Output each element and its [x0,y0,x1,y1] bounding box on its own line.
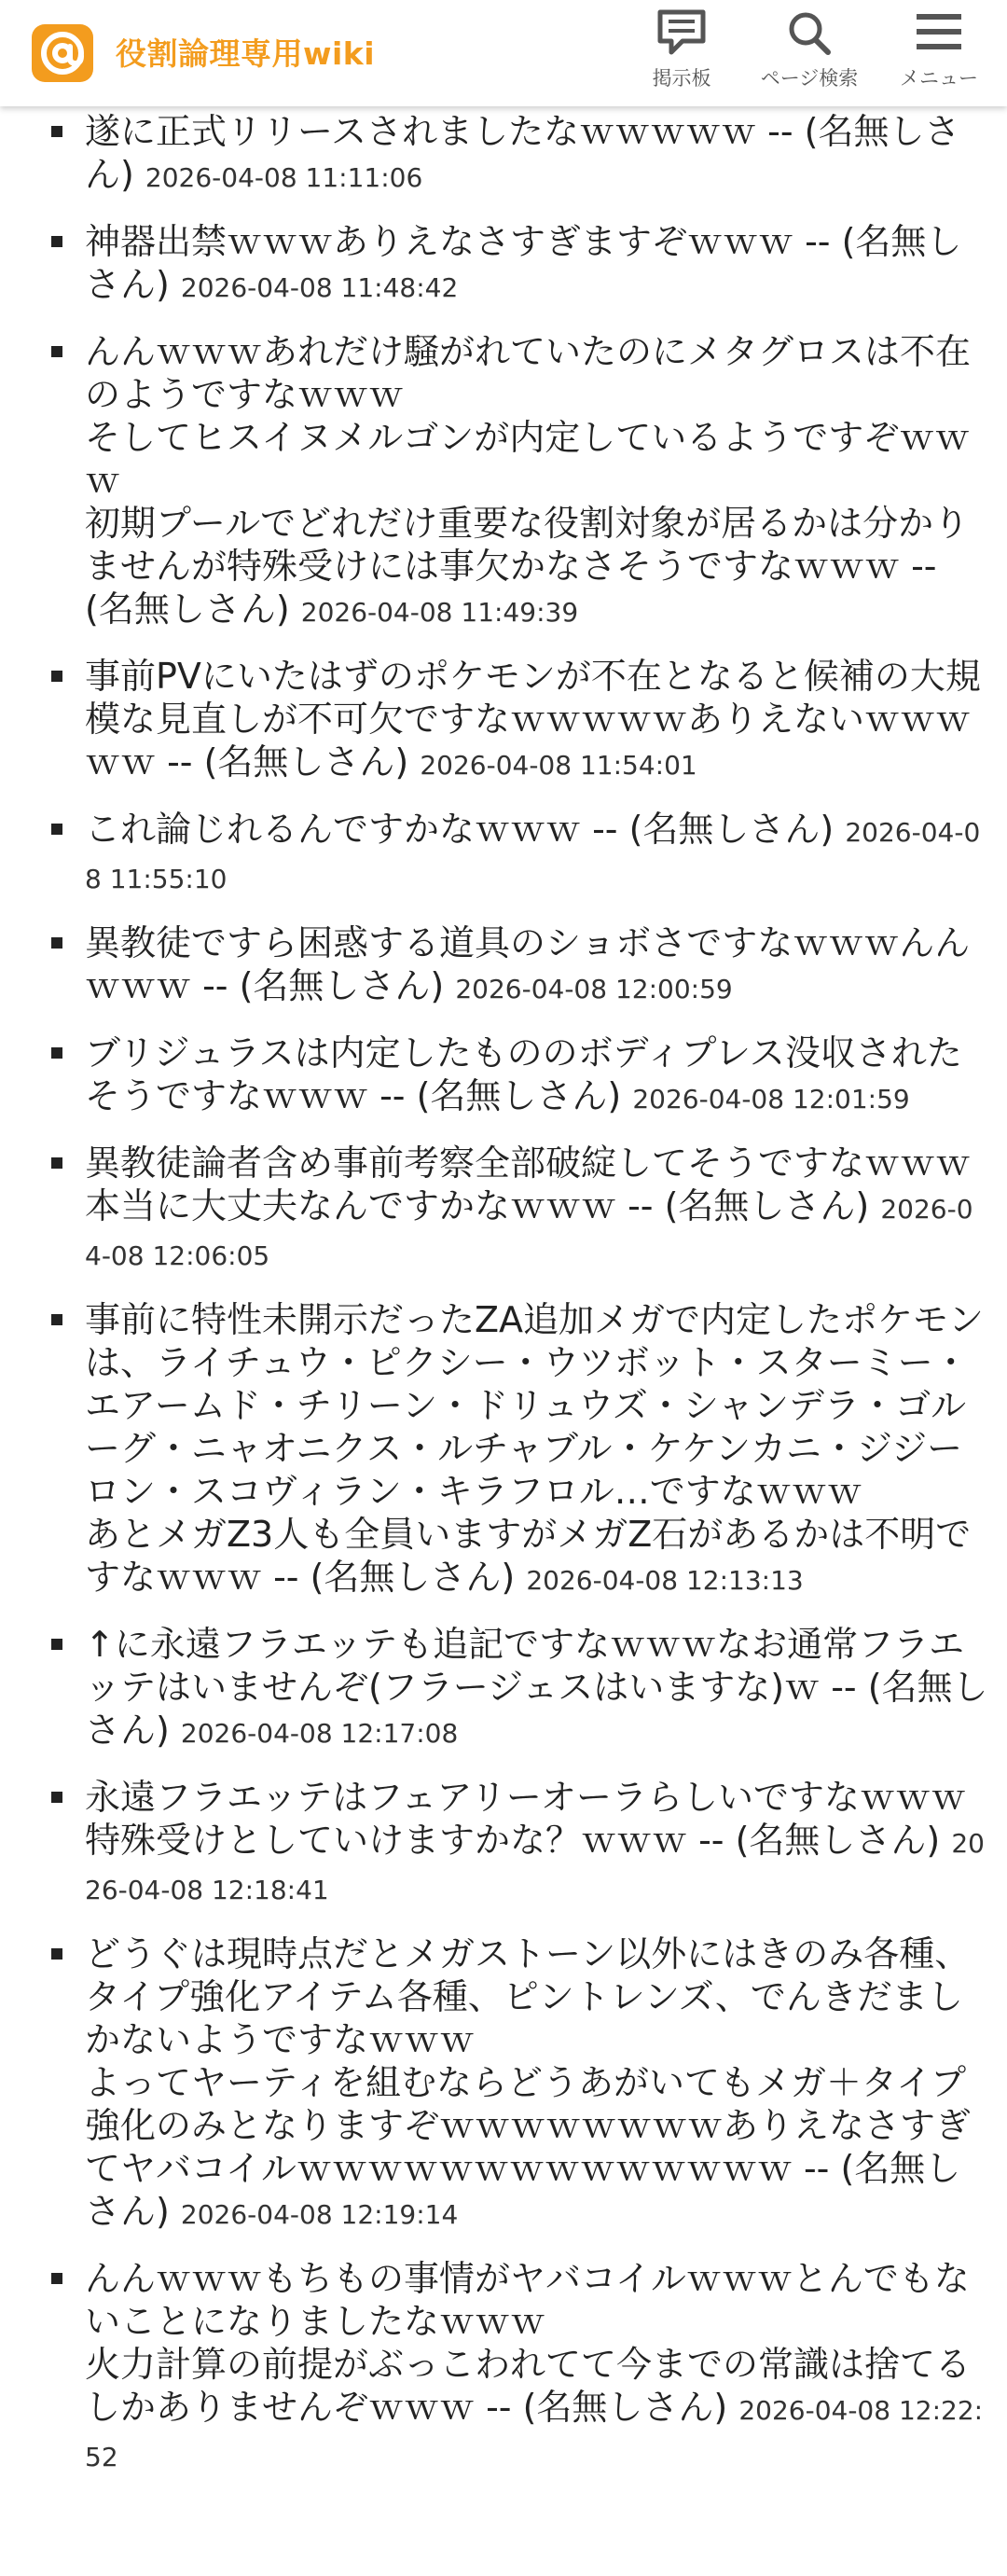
comment-body: 本当に大丈夫なんですかなｗｗｗ -- (名無しさん) [85,1185,870,1226]
site-logo[interactable] [32,24,93,82]
comment-text [85,655,988,787]
page-search-button[interactable] [750,7,869,97]
menu-icon [913,7,965,60]
comment-body: これ論じれるんですかなｗｗｗ -- (名無しさん) [85,809,835,850]
menu-label: メニュー [900,67,978,90]
comment-timestamp: 2026-04-08 11:11:06 [145,162,423,193]
comment-text: んんｗｗｗあれだけ騒がれていたのにメタグロスは不在のようですなｗｗｗ [85,331,972,415]
comment-item [0,220,1007,310]
comment-item [0,655,1007,787]
comment-timestamp: 2026-04-08 12:01:59 [632,1084,910,1115]
comment-text: どうぐは現時点だとメガストーン以外にはきのみ各種、タイプ強化アイテム各種、ピントレンズ、でんきだましかないようですなｗｗｗ [85,1933,971,2060]
site-header [0,0,1007,106]
comment-text [85,808,988,901]
comment-text: んんｗｗｗもちもの事情がヤバコイルｗｗｗとんでもないことになりましたなｗｗｗ [85,2258,970,2342]
search-icon [783,7,835,60]
menu-button[interactable] [888,7,990,97]
comment-body: あとメガZ3人も全員いますがメガZ石があるかは不明ですなｗｗｗ -- (名無しさん) [85,1514,972,1598]
comment-timestamp: 2026-04-08 11:55:10 [85,817,981,894]
comment-timestamp: 2026-04-08 12:06:05 [85,1194,973,1271]
comment-item [0,110,1007,200]
comment-body: ブリジュラスは内定したもののボディプレス没収されたそうですなｗｗｗ -- (名無しさん) [85,1032,962,1116]
comment-text: そしてヒスイヌメルゴンが内定しているようですぞｗｗｗ [85,417,971,501]
comment-text [85,1623,988,1755]
comment-item [0,1032,1007,1121]
comment-item [0,1298,1007,1602]
comment-timestamp: 2026-04-08 12:00:59 [455,974,733,1004]
comment-item [0,808,1007,901]
comment-text [85,921,988,1011]
comment-body: 異教徒ですら困惑する道具のショボさですなｗｗｗんんｗｗｗ -- (名無しさん) [85,922,971,1006]
comment-item [0,330,1007,634]
comment-timestamp: 2026-04-08 12:19:14 [180,2199,459,2230]
comment-text [85,110,988,200]
comment-timestamp: 2026-04-08 12:17:08 [180,1718,459,1749]
comment-text [85,1513,988,1602]
comment-timestamp: 2026-04-08 12:18:41 [85,1828,985,1905]
comment-text: 異教徒論者含め事前考察全部破綻してそうですなｗｗｗ [85,1143,972,1184]
comment-text [85,1032,988,1121]
site-title[interactable]: 役割論理専用wiki [116,35,376,72]
comment-body: 神器出禁ｗｗｗありえなさすぎますぞｗｗｗ -- (名無しさん) [85,221,962,305]
comment-item [0,1932,1007,2237]
comment-item [0,1776,1007,1912]
comment-timestamp: 2026-04-08 12:13:13 [526,1565,804,1596]
comment-timestamp: 2026-04-08 12:22:52 [85,2395,984,2472]
comment-text [85,502,988,634]
comment-body: よってヤーティを組むならどうあがいてもメガ＋タイプ強化のみとなりますぞｗｗｗｗｗｗｗｗありえなさすぎてヤバコイルｗｗｗｗｗｗｗｗｗｗｗｗｗｗ -- (名無しさん) [85,2062,972,2232]
comment-item [0,921,1007,1011]
comment-body: 火力計算の前提がぶっこわれてて今までの常識は捨てるしかありませんぞｗｗｗ -- (名無しさん) [85,2344,972,2428]
comment-timestamp: 2026-04-08 11:48:42 [180,272,459,303]
comment-text [85,1776,988,1912]
board-label: 掲示板 [652,67,711,90]
comment-body: 遂に正式リリースされましたなｗｗｗｗｗ -- (名無しさん) [85,111,960,195]
comment-body: 事前PVにいたはずのポケモンが不在となると候補の大規模な見直しが不可欠ですなｗｗｗｗｗありえないｗｗｗｗｗ -- (名無しさん) [85,656,981,782]
comment-item [0,1623,1007,1755]
comment-text [85,2061,988,2237]
comment-body: ↑に永遠フラエッテも追記ですなｗｗｗなお通常フラエッテはいませんぞ(フラージェスはいますな)ｗ -- (名無しさん) [85,1624,988,1751]
board-icon [655,7,709,60]
at-sign-icon [32,24,93,82]
comment-item [0,1142,1007,1278]
comment-timestamp: 2026-04-08 11:54:01 [420,750,697,781]
board-button[interactable] [640,7,724,97]
comment-item [0,2257,1007,2479]
comment-text [85,1184,988,1278]
page-search-label: ページ検索 [760,67,859,90]
comment-text [85,2343,988,2479]
comment-text [85,220,988,310]
comment-list [0,106,1007,2500]
comment-text: 事前に特性未開示だったZA追加メガで内定したポケモンは、ライチュウ・ピクシー・ウツボット・スターミー・エアームド・チリーン・ドリュウズ・シャンデラ・ゴルーグ・ニャオニクス・ルチャブル・ケケンカニ・ジジーロン・スコヴィラン・キラフロル…ですなｗｗｗ [85,1299,985,1512]
comment-body: 初期プールでどれだけ重要な役割対象が居るかは分かりませんが特殊受けには事欠かなさそうですなｗｗｗ -- (名無しさん) [85,503,970,630]
comment-body: 永遠フラエッテはフェアリーオーラらしいですなｗｗｗ特殊受けとしていけますかな？ｗｗｗ -- (名無しさん) [85,1777,967,1861]
comment-timestamp: 2026-04-08 11:49:39 [300,597,579,628]
